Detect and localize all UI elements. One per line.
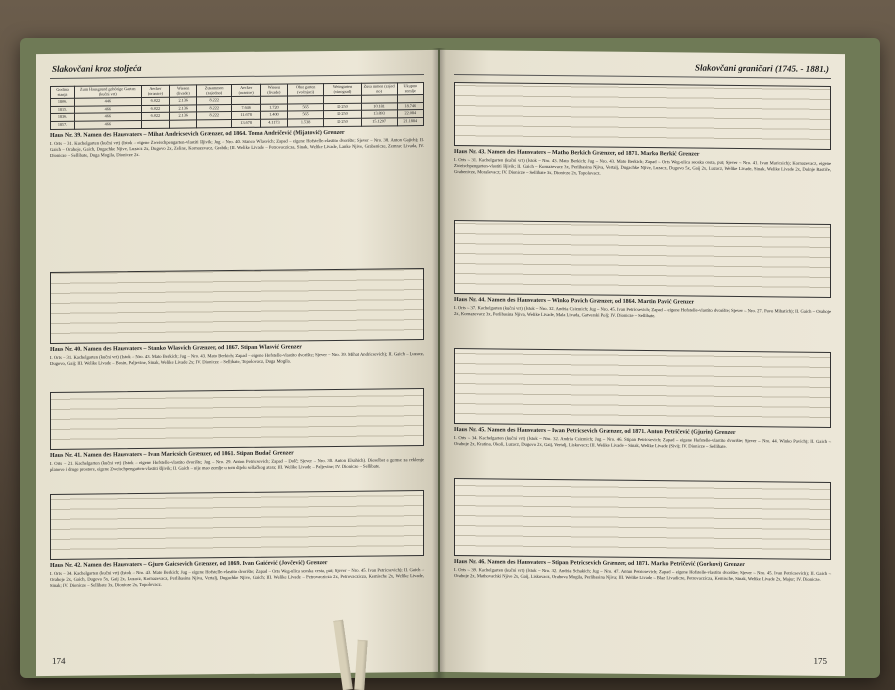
table-cell xyxy=(170,120,197,128)
table-cell: 1.720 xyxy=(261,104,288,112)
table-head-cell: Zum Hausgrund gehörige Garten (kučni vrt) xyxy=(75,86,141,99)
table-cell: 1.538 xyxy=(287,119,323,127)
table-head-cell: Wiesen (livade) xyxy=(261,84,288,97)
table-cell: 10.181 xyxy=(361,103,397,111)
table-head-cell: Obst garten (voćnjaci) xyxy=(287,84,323,97)
ledger-block-2 xyxy=(50,268,424,367)
ledger-table-graphic xyxy=(454,348,831,428)
running-head: Slakovčani kroz stoljeća xyxy=(52,63,142,74)
ledger-block-1 xyxy=(454,82,831,180)
left-page xyxy=(36,50,438,676)
table-head-cell: Weingarten (vinograd) xyxy=(324,83,361,96)
running-head: Slakovčani graničari (1745. - 1881.) xyxy=(695,62,829,74)
table-cell: 2.136 xyxy=(170,97,197,105)
page-number: 174 xyxy=(52,655,66,666)
ledger-block-4 xyxy=(50,490,424,589)
table-cell: 11.678 xyxy=(232,112,261,120)
table-cell: D 250 xyxy=(324,103,361,111)
table-cell: 466 xyxy=(75,113,141,121)
table-cell: 446 xyxy=(75,98,141,106)
table-cell: 466 xyxy=(75,121,141,129)
table-cell: 15.1297 xyxy=(361,118,397,126)
ledger-block-2 xyxy=(454,220,831,321)
table-cell: 8.222 xyxy=(197,112,232,120)
table-cell: 7.646 xyxy=(232,104,261,112)
table-cell: D 250 xyxy=(324,111,361,119)
table-cell: 6.022 xyxy=(141,105,170,113)
table-cell: 8.222 xyxy=(197,97,232,105)
table-cell: 6.022 xyxy=(141,97,170,105)
ledger-table-block xyxy=(50,82,424,159)
ledger-table-graphic xyxy=(454,82,831,150)
house-heading: Haus Nr. 40. Namen des Hausvaters – Stanko Wlasvich Grænzer, od 1867. Stipan Wlasvić Grenzer xyxy=(50,344,302,353)
ledger-table-graphic xyxy=(50,490,424,560)
table-cell: 1836. xyxy=(51,114,75,122)
header-rule xyxy=(454,74,831,79)
ledger-table-graphic xyxy=(454,478,831,560)
page-number: 175 xyxy=(813,655,827,666)
house-heading: Haus Nr. 42. Namen des Hausvaters – Gjuro Gaicsevich Grænzer, od 1869. Ivan Gaićević (Jovčević) Grenzer xyxy=(50,560,328,569)
house-heading: Haus Nr. 43. Namen des Hausvaters – Matho Berkich Grænzer, od 1871. Marko Berkić Grenzer xyxy=(454,149,700,158)
ledger-table xyxy=(50,82,424,130)
table-cell: 2.136 xyxy=(170,112,197,120)
table-cell: 22.084 xyxy=(397,110,423,118)
house-text: I. Orts – 37. Kachelgarten (kučni vrt) (Istok – Nro. 32. Andria Csizmich; Jug – Nro. 45. Ivan Petricsevich; Zapad – eigene Hofstelle-vlastito dvorište; Sjever – Nro. 27. Pavo Mihatich); II. Gaich – Orahoje 2x, Kornazevacz 3x, Perlibasina Njiva, Welike Livade, Mala Livada, Gatverski Polj; IV. Dionicze – Sellibate. xyxy=(454,305,831,319)
table-cell: 21.1884 xyxy=(397,118,423,126)
table-cell: 2.136 xyxy=(170,105,197,113)
ledger-block-3 xyxy=(454,348,831,451)
table-cell: 565 xyxy=(287,103,323,111)
house-text: I. Orts – 31. Kachelgarten (kučni vrt) (Istok – Nro. 43. Mato Berkich; Jug – Nro. 43. Mato Berkich; Zapad – eigene Hofstelle-vlastito dvorište; Sjever – Nro. 39. Mihat Andricsevich); II. Gaich – Luzacz, Dugovo, Gaij; III. Welike Livade – Bosin, Paljevine, Sinak, Welike Livade 2x; IV. Dionicze – Sellibate, Topolovacz, Duga Mogila. xyxy=(50,351,424,367)
house-text: I. Orts – 39. Kachelgarten (kučni vrt) (Istok – Nro. 32. Andria Schakich; Jug – Nro. 47. Antun Petricsevich; Zapad – eigene Hofstelle-vlastito dvorište; Sjever – Nro. 45. Ivan Petricsevich); II. Gaich – Orahoje 2x, Mathovachki Njive 2x, Gaij, Liskovacz, Orahova Mogila, Perlibasina Njiva; III. Welike Livade – Blaz Livadicze, Petrovaczicza, Kemische, Sinak, Welike Livade 2x, Majur; IV. Dionicze. xyxy=(454,567,831,583)
table-cell: 1.400 xyxy=(261,111,288,119)
table-cell: 1815. xyxy=(51,106,75,114)
table-head-cell: Godina stanja xyxy=(51,86,75,98)
table-cell: 18.746 xyxy=(397,102,423,110)
house-heading: Haus Nr. 46. Namen des Hausvaters – Stipan Petricsevich Grænzer, od 1871. Marko Petričević (Gorkovi) Grenzer xyxy=(454,559,745,569)
book-gutter-shadow xyxy=(432,48,446,678)
table-head-cell: Wiesen (livade) xyxy=(170,85,197,98)
house-heading: Haus Nr. 44. Namen des Hausvaters – Winko Pavich Grænzer, od 1864. Martin Pavić Grenzer xyxy=(454,297,695,306)
table-head-cell: Aecker (oranice) xyxy=(232,84,261,97)
table-cell: 4.1173 xyxy=(261,119,288,127)
table-cell: 1857. xyxy=(51,121,75,129)
ledger-block-3 xyxy=(50,388,424,473)
table-cell: 466 xyxy=(75,105,141,113)
table-cell xyxy=(197,120,232,128)
table-head-cell: Zusammen (zajedno) xyxy=(197,85,232,98)
table-cell: 13.678 xyxy=(232,119,261,127)
table-cell xyxy=(141,120,170,128)
table-cell: D 250 xyxy=(324,118,361,126)
table-cell: 565 xyxy=(287,111,323,119)
house-text: I. Orts – 34. Kachelgarten (kučni vrt) (Istok – Nro. 43. Mato Berkich; Jug – eigene Hofstelle-vlastito dvorište; Zapad – Orts Weg-ulica seoska cesta, put; Sjever – Nro. 45. Ivan Petricsevich); II. Gaich – Orahoje 2x, Gaich, Dugovo 5x, Gaij 2x, Luzacz, Kornazevacz, Perlibasina Njiva, Vertalj, Dugachke Njive, Gaich; III. Welike Livade – Petrovaczicza 2x, Petrovaczicza, Kemische 2x, Welike Livade, Sinak; IV. Dionicze – Sellibate 3x, Dionicze 2x, Topolovacz. xyxy=(50,567,424,589)
house-heading: Haus Nr. 39. Namen des Hausvaters – Mihat Andricsevich Grænzer, od 1864. Toma Andričević (Mijatović) Grenzer xyxy=(50,129,345,139)
ledger-table-graphic xyxy=(454,220,831,298)
house-heading: Haus Nr. 41. Namen des Hausvaters – Ivan Maricsich Grænzer, od 1861. Stipan Budač Grenzer xyxy=(50,450,294,459)
house-text: I. Orts – 21. Kachelgarten (kučni vrt) (Istok – eigene Hofstelle-vlastito dvorište; Jug – Nro. 29. Anton Petricsevich; Zapad – Dolč; Sjever – Nro. 30. Anton Elsahich). Dieselbst a gemse za reklenje planove i druge prostore, eigene Zweischpengarten-vlastiti šljivik; II. Gaich – nije mao zemlje u tom dijelu sellačkog atara; III. Welike Livade – Paljevine; IV. Dionicze – Sellibate. xyxy=(50,457,424,473)
table-cell: 1806. xyxy=(51,98,75,106)
table-head-cell: Aecker (oranice) xyxy=(141,85,170,98)
house-text: I. Orts – 31. Kachelgarten (kučni vrt) (Istok – Nro. 43. Mato Berkich; Jug – Nro. 43. Mato Berkich; Zapad – Orts Weg-ulica seoska cesta, put; Sjever – Nro. 41. Ivan Maricsich); Kornazevacz, eigene Zweischpengarten-vlastiti šljivik; II. Gaich – Kornazevacz 3x, Perlibasina Njiva, Vertalj, Dugachke Njive, Luzacz, Dugovo 5x, Gaij 2x, Luzacz, Welike Livade, Sinak, Welike Livade 2x, Dolnje Rastiče, Grabenicze, Moraševacz; IV. Dionicze – Sellibate 3x, Dionicze 2x, Topolovacz. xyxy=(454,157,831,176)
ledger-block-4 xyxy=(454,478,831,583)
house-text: I. Orts – 34. Kachelgarten (kučni vrt) (Istok – Nro. 32. Andria Csizmich; Jug – Nro. 46. Stipan Petricsevich; Zapad – eigene Hofstelle-vlastito dvorište; Sjever – Nro. 44. Winko Pavich); II. Gaich – Orahoje 2x, Kratina, Okoli, Luzacz, Dugovo 2x, Gaij, Vertalj, Liskovacz; III. Welike Livade – Sinak, Welike Livade (Sivi); IV. Dionicze – Sellibate. xyxy=(454,435,831,450)
ledger-table-graphic xyxy=(50,268,424,344)
table-head-cell: Ukupno zemlje xyxy=(397,83,423,95)
house-heading: Haus Nr. 45. Namen des Hausvaters – Iwan Petricsevich Grænzer, od 1871. Anton Petričević (Gjurin) Grenzer xyxy=(454,427,736,436)
house-text: I. Orts – 31. Kuchelgarten (kučni vrt) (Istok – eigene Zweischpengarten-vlastiti šljivik; Jug – Nro. 40. Stanco Wlasvich; Zapad – eigene Hofstelle-vlastito dvorište; Sjever – Nro. 38. Anton Gajich); II. Gaich – Orahoje, Gaich, Dugachke Njive, Luzacz 2x, Dugovo 2x, Zeline, Kornazevacz, Grabik; III. Welike Livade – Petrovaczicza, Sinak, Welike Livade, Lanke Njive, Grabenicze, Zemrac Livada, IV. Dionicze – Sellibate, Duga Mogila, Dionicze 2x. xyxy=(50,136,424,158)
table-cell: 6.022 xyxy=(141,113,170,121)
table-head-cell: Zusa mmen (zajed no) xyxy=(361,83,397,96)
table-cell: 13.893 xyxy=(361,110,397,118)
right-page xyxy=(440,50,845,676)
header-rule xyxy=(50,74,424,79)
ledger-table-graphic xyxy=(50,388,424,450)
table-cell: 8.222 xyxy=(197,104,232,112)
